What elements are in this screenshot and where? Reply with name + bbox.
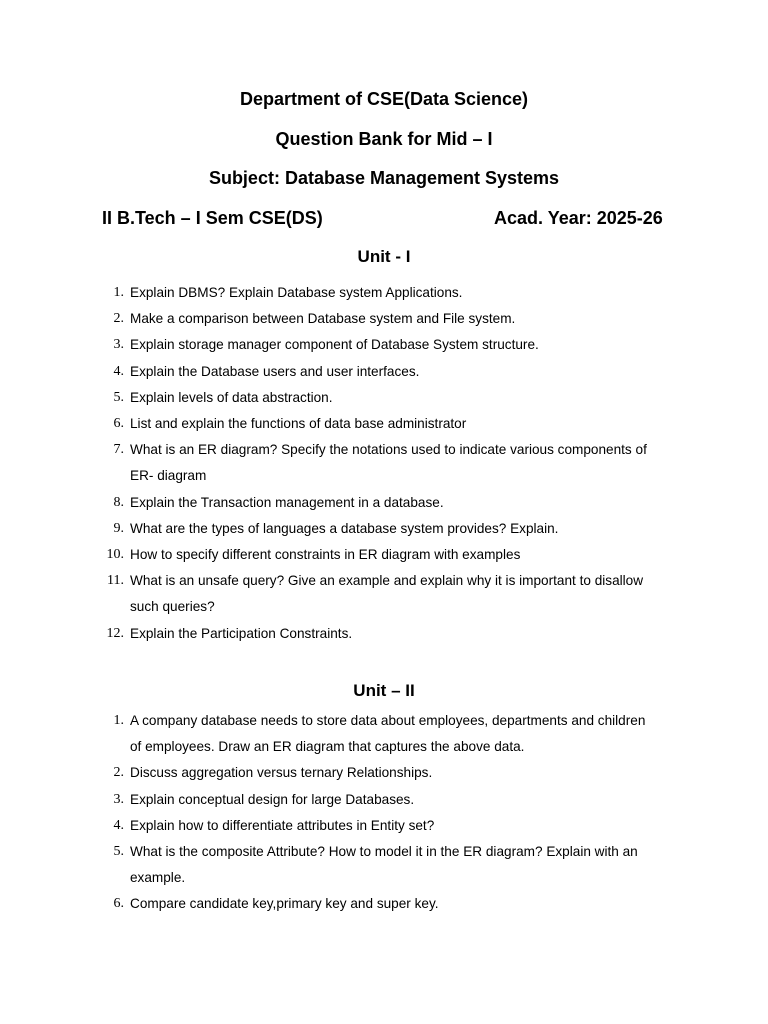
- question-text: Explain DBMS? Explain Database system Applications.: [130, 285, 463, 300]
- question-item: [96, 332, 656, 358]
- subject-heading: Subject: Database Management Systems: [208, 168, 560, 188]
- question-text: Explain conceptual design for large Databases.: [130, 791, 415, 807]
- class-info: II B.Tech – I Sem CSE(DS): [102, 208, 323, 228]
- unit-1-question-list: [96, 280, 656, 647]
- question-number: 4.: [113, 363, 124, 379]
- question-text: How to specify different constraints in ER diagram with examples: [130, 547, 521, 563]
- academic-year: Acad. Year: 2025-26: [494, 208, 663, 228]
- question-item: [96, 516, 656, 542]
- question-number: 11.: [107, 573, 124, 589]
- question-text: Explain the Participation Constraints.: [130, 625, 353, 641]
- document-title: Question Bank for Mid – I: [275, 129, 493, 149]
- question-item: [96, 891, 656, 917]
- department-heading: Department of CSE(Data Science): [239, 89, 529, 109]
- question-text: List and explain the functions of data base administrator: [130, 416, 467, 432]
- question-text: What is an unsafe query? Give an example and explain why it is important to disallow such queries?: [130, 573, 644, 615]
- question-item: [96, 839, 656, 891]
- question-item: [96, 385, 656, 411]
- question-text: What are the types of languages a database system provides? Explain.: [130, 520, 559, 536]
- unit-2-question-list: [96, 708, 656, 918]
- question-number: 3.: [113, 337, 124, 353]
- question-text: What is an ER diagram? Specify the notations used to indicate various components of ER- diagram: [130, 442, 647, 484]
- question-number: 3.: [113, 791, 124, 807]
- question-number: 1.: [113, 285, 124, 300]
- question-item: [96, 542, 656, 568]
- question-number: 5.: [113, 389, 124, 405]
- question-item: [96, 359, 656, 385]
- question-text: Explain the Transaction management in a database.: [130, 494, 444, 510]
- question-text: Make a comparison between Database system and File system.: [130, 311, 516, 327]
- question-item: [96, 787, 656, 813]
- question-number: 8.: [113, 494, 124, 510]
- question-text: Explain the Database users and user interfaces.: [130, 363, 420, 379]
- question-text: A company database needs to store data about employees, departments and children of employees. Draw an ER diagram that captures the above data.: [130, 713, 646, 755]
- question-item: [96, 306, 656, 332]
- question-number: 6.: [113, 896, 124, 912]
- question-number: 2.: [113, 311, 124, 327]
- unit-2-heading: Unit – II: [353, 681, 415, 700]
- question-item: [96, 280, 656, 306]
- question-text: Explain storage manager component of Database System structure.: [130, 337, 539, 353]
- question-item: [96, 621, 656, 647]
- question-text: Compare candidate key,primary key and super key.: [130, 896, 439, 912]
- question-text: What is the composite Attribute? How to model it in the ER diagram? Explain with an example.: [130, 844, 638, 886]
- question-item: [96, 411, 656, 437]
- question-item: [96, 813, 656, 839]
- question-item: [96, 760, 656, 786]
- question-item: [96, 568, 656, 620]
- question-item: [96, 437, 656, 489]
- question-item: [96, 708, 656, 760]
- question-number: 12.: [106, 625, 124, 641]
- question-number: 7.: [113, 442, 124, 458]
- question-number: 10.: [106, 547, 124, 563]
- unit-1-heading: Unit - I: [357, 247, 411, 266]
- question-number: 5.: [113, 844, 124, 860]
- question-number: 1.: [113, 713, 124, 728]
- question-number: 2.: [113, 765, 124, 781]
- question-text: Discuss aggregation versus ternary Relationships.: [130, 765, 433, 781]
- question-number: 4.: [113, 817, 124, 833]
- question-text: Explain levels of data abstraction.: [130, 389, 333, 405]
- question-number: 9.: [113, 520, 124, 536]
- question-number: 6.: [113, 416, 124, 432]
- question-item: [96, 490, 656, 516]
- question-text: Explain how to differentiate attributes in Entity set?: [130, 817, 435, 833]
